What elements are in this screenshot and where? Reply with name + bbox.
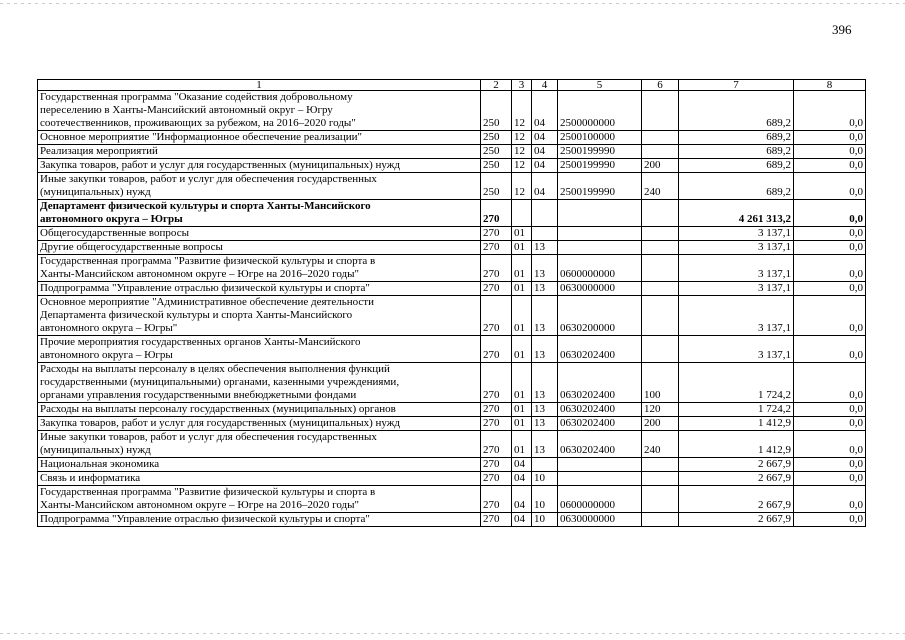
cell-target-article: 0630000000 <box>558 282 642 296</box>
cell-subvention-amount: 0,0 <box>794 282 866 296</box>
cell-amount: 3 137,1 <box>679 255 794 282</box>
cell-administrator: 270 <box>481 336 512 363</box>
cell-item-name <box>38 458 481 472</box>
budget-table <box>37 79 866 527</box>
table-row <box>38 173 866 200</box>
cell-amount: 1 412,9 <box>679 431 794 458</box>
cell-expense-type: 240 <box>642 431 679 458</box>
cell-expense-type: 200 <box>642 417 679 431</box>
cell-subsection: 10 <box>532 513 558 527</box>
item-name-line: Подпрограмма "Управление отраслью физической культуры и спорта" <box>40 282 370 294</box>
cell-section: 01 <box>512 403 532 417</box>
table-row <box>38 417 866 431</box>
cell-subvention-amount: 0,0 <box>794 145 866 159</box>
cell-administrator: 250 <box>481 145 512 159</box>
cell-target-article: 2500000000 <box>558 91 642 131</box>
cell-item-name <box>38 403 481 417</box>
cell-subsection <box>532 227 558 241</box>
cell-amount: 3 137,1 <box>679 227 794 241</box>
cell-subvention-amount: 0,0 <box>794 131 866 145</box>
item-name-line: Расходы на выплаты персоналу в целях обеспечения выполнения функций <box>40 363 390 375</box>
cell-amount: 689,2 <box>679 91 794 131</box>
table-row <box>38 200 866 227</box>
cell-subsection: 04 <box>532 173 558 200</box>
cell-amount: 2 667,9 <box>679 513 794 527</box>
cell-expense-type <box>642 486 679 513</box>
cell-subsection <box>532 458 558 472</box>
cell-amount: 689,2 <box>679 159 794 173</box>
cell-subsection: 13 <box>532 336 558 363</box>
column-header: 2 <box>481 80 512 91</box>
cell-subsection: 04 <box>532 91 558 131</box>
item-name-line: переселению в Ханты-Мансийский автономный округ – Югру <box>40 104 333 116</box>
item-name-line: Прочие мероприятия государственных органов Ханты-Мансийского <box>40 336 361 348</box>
table-row <box>38 513 866 527</box>
cell-subsection: 10 <box>532 472 558 486</box>
item-name-line: Расходы на выплаты персоналу государственных (муниципальных) органов <box>40 403 396 415</box>
cell-administrator: 270 <box>481 458 512 472</box>
item-name-line: автономного округа – Югры <box>40 213 183 225</box>
cell-target-article: 2500199990 <box>558 173 642 200</box>
cell-subvention-amount: 0,0 <box>794 417 866 431</box>
cell-section: 04 <box>512 458 532 472</box>
cell-subsection <box>532 200 558 227</box>
item-name-line: (муниципальных) нужд <box>40 186 151 198</box>
column-header: 8 <box>794 80 866 91</box>
cell-section: 01 <box>512 336 532 363</box>
cell-section: 01 <box>512 431 532 458</box>
column-header: 6 <box>642 80 679 91</box>
item-name-line: органами управления государственными внебюджетными фондами <box>40 389 357 401</box>
cell-subvention-amount: 0,0 <box>794 255 866 282</box>
cell-target-article <box>558 241 642 255</box>
cell-subvention-amount: 0,0 <box>794 91 866 131</box>
table-row <box>38 255 866 282</box>
table-body <box>38 91 866 527</box>
cell-item-name <box>38 513 481 527</box>
cell-item-name <box>38 486 481 513</box>
cell-subsection: 13 <box>532 296 558 336</box>
cell-item-name <box>38 336 481 363</box>
table-row <box>38 145 866 159</box>
cell-section: 12 <box>512 91 532 131</box>
cell-expense-type <box>642 91 679 131</box>
table-row <box>38 458 866 472</box>
cell-administrator: 270 <box>481 241 512 255</box>
cell-section: 04 <box>512 486 532 513</box>
item-name-line: Иные закупки товаров, работ и услуг для обеспечения государственных <box>40 173 377 185</box>
cell-administrator: 270 <box>481 486 512 513</box>
scan-artifact-top <box>0 3 905 4</box>
cell-subvention-amount: 0,0 <box>794 472 866 486</box>
cell-section: 01 <box>512 296 532 336</box>
item-name-line: (муниципальных) нужд <box>40 444 151 456</box>
table-header-row <box>38 80 866 91</box>
cell-target-article <box>558 458 642 472</box>
cell-item-name <box>38 296 481 336</box>
cell-expense-type <box>642 282 679 296</box>
cell-administrator: 250 <box>481 131 512 145</box>
item-name-line: Закупка товаров, работ и услуг для государственных (муниципальных) нужд <box>40 417 400 429</box>
cell-subvention-amount: 0,0 <box>794 227 866 241</box>
cell-section: 12 <box>512 159 532 173</box>
cell-expense-type: 200 <box>642 159 679 173</box>
cell-subsection: 04 <box>532 159 558 173</box>
cell-section <box>512 200 532 227</box>
cell-target-article: 0630202400 <box>558 363 642 403</box>
cell-expense-type <box>642 458 679 472</box>
cell-section: 01 <box>512 227 532 241</box>
cell-amount: 2 667,9 <box>679 486 794 513</box>
table-row <box>38 403 866 417</box>
cell-expense-type <box>642 472 679 486</box>
cell-administrator: 270 <box>481 513 512 527</box>
cell-administrator: 270 <box>481 200 512 227</box>
item-name-line: Закупка товаров, работ и услуг для государственных (муниципальных) нужд <box>40 159 400 171</box>
cell-subvention-amount: 0,0 <box>794 431 866 458</box>
cell-target-article <box>558 200 642 227</box>
cell-subvention-amount: 0,0 <box>794 363 866 403</box>
cell-subvention-amount: 0,0 <box>794 159 866 173</box>
table-row <box>38 486 866 513</box>
cell-amount: 4 261 313,2 <box>679 200 794 227</box>
cell-expense-type: 100 <box>642 363 679 403</box>
cell-subsection: 13 <box>532 431 558 458</box>
item-name-line: Государственная программа "Развитие физической культуры и спорта в <box>40 255 376 267</box>
cell-target-article: 0630202400 <box>558 403 642 417</box>
cell-target-article: 0630202400 <box>558 431 642 458</box>
cell-amount: 1 724,2 <box>679 403 794 417</box>
cell-target-article <box>558 227 642 241</box>
cell-target-article: 0600000000 <box>558 486 642 513</box>
cell-subsection: 13 <box>532 241 558 255</box>
cell-target-article <box>558 472 642 486</box>
item-name-line: государственными (муниципальными) органами, казенными учреждениями, <box>40 376 400 388</box>
item-name-line: соотечественников, проживающих за рубежом, на 2016–2020 годы" <box>40 117 356 129</box>
cell-administrator: 270 <box>481 472 512 486</box>
cell-target-article: 0630200000 <box>558 296 642 336</box>
cell-item-name <box>38 145 481 159</box>
cell-subsection: 13 <box>532 417 558 431</box>
cell-subsection: 10 <box>532 486 558 513</box>
column-header: 3 <box>512 80 532 91</box>
cell-item-name <box>38 363 481 403</box>
cell-item-name <box>38 472 481 486</box>
cell-item-name <box>38 200 481 227</box>
cell-administrator: 250 <box>481 91 512 131</box>
cell-amount: 1 412,9 <box>679 417 794 431</box>
cell-amount: 1 724,2 <box>679 363 794 403</box>
cell-section: 01 <box>512 417 532 431</box>
cell-amount: 3 137,1 <box>679 296 794 336</box>
cell-subvention-amount: 0,0 <box>794 513 866 527</box>
cell-amount: 689,2 <box>679 173 794 200</box>
table-row <box>38 91 866 131</box>
item-name-line: Национальная экономика <box>40 458 160 470</box>
item-name-line: Ханты-Мансийском автономном округе – Югре на 2016–2020 годы" <box>40 268 360 280</box>
item-name-line: Подпрограмма "Управление отраслью физической культуры и спорта" <box>40 513 370 525</box>
cell-amount: 2 667,9 <box>679 458 794 472</box>
cell-subsection: 13 <box>532 282 558 296</box>
cell-item-name <box>38 227 481 241</box>
item-name-line: автономного округа – Югры" <box>40 322 178 334</box>
cell-expense-type <box>642 336 679 363</box>
item-name-line: Государственная программа "Развитие физической культуры и спорта в <box>40 486 376 498</box>
cell-item-name <box>38 91 481 131</box>
table-row <box>38 336 866 363</box>
cell-expense-type <box>642 241 679 255</box>
cell-expense-type: 240 <box>642 173 679 200</box>
cell-administrator: 250 <box>481 173 512 200</box>
cell-item-name <box>38 173 481 200</box>
cell-target-article: 0630202400 <box>558 417 642 431</box>
cell-expense-type: 120 <box>642 403 679 417</box>
table-row <box>38 472 866 486</box>
cell-section: 12 <box>512 131 532 145</box>
column-header: 7 <box>679 80 794 91</box>
cell-administrator: 270 <box>481 282 512 296</box>
cell-expense-type <box>642 145 679 159</box>
column-header: 4 <box>532 80 558 91</box>
item-name-line: Другие общегосударственные вопросы <box>40 241 223 253</box>
cell-subsection: 13 <box>532 403 558 417</box>
cell-target-article: 2500199990 <box>558 159 642 173</box>
cell-amount: 689,2 <box>679 145 794 159</box>
page-number: 396 <box>832 22 852 37</box>
item-name-line: Общегосударственные вопросы <box>40 227 189 239</box>
column-header: 5 <box>558 80 642 91</box>
table-row <box>38 131 866 145</box>
cell-item-name <box>38 282 481 296</box>
item-name-line: Связь и информатика <box>40 472 141 484</box>
cell-expense-type <box>642 296 679 336</box>
cell-item-name <box>38 255 481 282</box>
cell-section: 01 <box>512 241 532 255</box>
item-name-line: Основное мероприятие "Административное обеспечение деятельности <box>40 296 374 308</box>
cell-amount: 3 137,1 <box>679 336 794 363</box>
item-name-line: Департамента физической культуры и спорта Ханты-Мансийского <box>40 309 353 321</box>
cell-subsection: 04 <box>532 131 558 145</box>
cell-amount: 2 667,9 <box>679 472 794 486</box>
cell-target-article: 2500199990 <box>558 145 642 159</box>
table-row <box>38 296 866 336</box>
cell-expense-type <box>642 255 679 282</box>
cell-item-name <box>38 131 481 145</box>
cell-administrator: 270 <box>481 255 512 282</box>
table-row <box>38 282 866 296</box>
item-name-line: автономного округа – Югры <box>40 349 173 361</box>
cell-section: 01 <box>512 255 532 282</box>
cell-subsection: 13 <box>532 363 558 403</box>
cell-subvention-amount: 0,0 <box>794 458 866 472</box>
item-name-line: Реализация мероприятий <box>40 145 158 157</box>
cell-administrator: 270 <box>481 417 512 431</box>
cell-section: 04 <box>512 472 532 486</box>
item-name-line: Иные закупки товаров, работ и услуг для обеспечения государственных <box>40 431 377 443</box>
cell-amount: 689,2 <box>679 131 794 145</box>
item-name-line: Ханты-Мансийском автономном округе – Югре на 2016–2020 годы" <box>40 499 360 511</box>
cell-subvention-amount: 0,0 <box>794 486 866 513</box>
cell-administrator: 250 <box>481 159 512 173</box>
cell-administrator: 270 <box>481 431 512 458</box>
cell-target-article: 2500100000 <box>558 131 642 145</box>
table-row <box>38 159 866 173</box>
cell-subvention-amount: 0,0 <box>794 403 866 417</box>
cell-target-article: 0630000000 <box>558 513 642 527</box>
cell-item-name <box>38 241 481 255</box>
table-row <box>38 363 866 403</box>
cell-section: 01 <box>512 363 532 403</box>
cell-section: 12 <box>512 173 532 200</box>
cell-expense-type <box>642 227 679 241</box>
cell-section: 04 <box>512 513 532 527</box>
cell-expense-type <box>642 513 679 527</box>
item-name-line: Государственная программа "Оказание содействия добровольному <box>40 91 353 103</box>
cell-amount: 3 137,1 <box>679 241 794 255</box>
cell-subsection: 13 <box>532 255 558 282</box>
table-row <box>38 227 866 241</box>
cell-amount: 3 137,1 <box>679 282 794 296</box>
cell-subvention-amount: 0,0 <box>794 173 866 200</box>
cell-subvention-amount: 0,0 <box>794 200 866 227</box>
cell-expense-type <box>642 200 679 227</box>
cell-section: 12 <box>512 145 532 159</box>
cell-target-article: 0600000000 <box>558 255 642 282</box>
cell-subvention-amount: 0,0 <box>794 296 866 336</box>
cell-administrator: 270 <box>481 363 512 403</box>
cell-target-article: 0630202400 <box>558 336 642 363</box>
column-header: 1 <box>38 80 481 91</box>
cell-administrator: 270 <box>481 296 512 336</box>
cell-item-name <box>38 159 481 173</box>
item-name-line: Департамент физической культуры и спорта Ханты-Мансийского <box>40 200 371 212</box>
cell-administrator: 270 <box>481 403 512 417</box>
table-row <box>38 431 866 458</box>
cell-subvention-amount: 0,0 <box>794 241 866 255</box>
cell-section: 01 <box>512 282 532 296</box>
cell-administrator: 270 <box>481 227 512 241</box>
cell-subsection: 04 <box>532 145 558 159</box>
scan-artifact-bottom <box>0 633 905 634</box>
table-row <box>38 241 866 255</box>
cell-subvention-amount: 0,0 <box>794 336 866 363</box>
cell-item-name <box>38 417 481 431</box>
cell-item-name <box>38 431 481 458</box>
item-name-line: Основное мероприятие "Информационное обеспечение реализации" <box>40 131 362 143</box>
cell-expense-type <box>642 131 679 145</box>
